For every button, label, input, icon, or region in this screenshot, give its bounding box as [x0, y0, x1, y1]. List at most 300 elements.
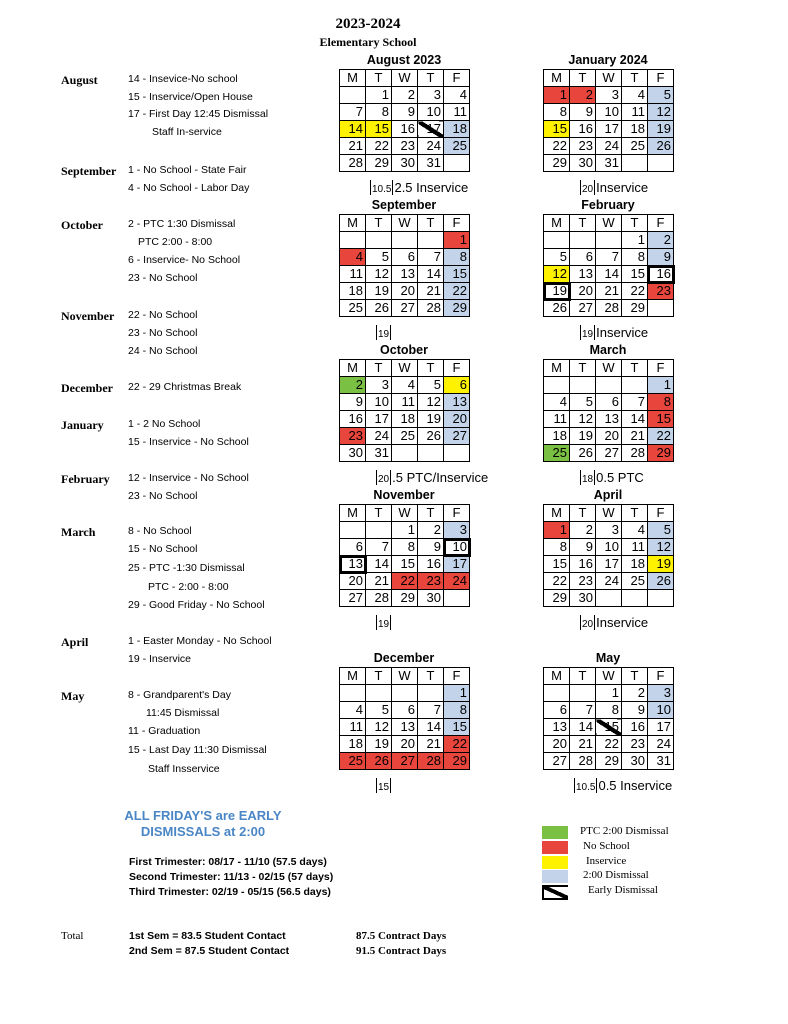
day-cell: 5 — [648, 87, 674, 104]
empty-day-cell — [366, 522, 392, 539]
day-cell: 29 — [544, 155, 570, 172]
day-cell: 16 — [418, 556, 444, 573]
total-label: Total — [61, 930, 84, 942]
weekday-header: M — [544, 215, 570, 232]
event-month-march: March — [61, 525, 96, 539]
legend-label: PTC 2:00 Dismissal — [580, 825, 669, 837]
event-month-november: November — [61, 309, 115, 323]
divider — [390, 325, 391, 340]
divider — [580, 470, 581, 485]
day-cell: 29 — [622, 300, 648, 317]
day-cell: 19 — [418, 411, 444, 428]
day-cell: 17 — [648, 719, 674, 736]
event-item: 19 - Inservice — [128, 653, 192, 665]
empty-day-cell — [366, 232, 392, 249]
event-month-april: April — [61, 635, 89, 649]
divider — [594, 325, 595, 340]
event-month-january: January — [61, 418, 104, 432]
day-cell: 27 — [596, 445, 622, 462]
day-cell: 30 — [622, 753, 648, 770]
day-cell: 5 — [366, 249, 392, 266]
weekday-header: W — [392, 505, 418, 522]
day-cell: 12 — [366, 266, 392, 283]
day-cell: 9 — [392, 104, 418, 121]
day-cell: 7 — [418, 249, 444, 266]
day-cell: 1 — [648, 377, 674, 394]
empty-day-cell — [340, 685, 366, 702]
day-cell: 31 — [366, 445, 392, 462]
day-cell: 15 — [392, 556, 418, 573]
day-cell: 22 — [444, 736, 470, 753]
day-cell: 3 — [444, 522, 470, 539]
day-cell: 6 — [340, 539, 366, 556]
event-item: 8 - No School — [128, 525, 192, 537]
sem1-contract-days: 87.5 Contract Days — [356, 930, 447, 942]
day-cell: 2 — [570, 522, 596, 539]
day-cell: 4 — [622, 522, 648, 539]
calendar-april — [543, 504, 674, 607]
day-cell: 17 — [418, 121, 444, 138]
day-cell: 14 — [340, 121, 366, 138]
legend-label: Early Dismissal — [588, 884, 658, 896]
day-cell: 5 — [648, 522, 674, 539]
day-cell: 20 — [392, 736, 418, 753]
day-cell: 21 — [340, 138, 366, 155]
empty-day-cell — [444, 590, 470, 607]
weekday-header: M — [340, 360, 366, 377]
weekday-header: F — [444, 360, 470, 377]
event-item: 15 - No School — [128, 543, 198, 555]
day-cell: 11 — [544, 411, 570, 428]
weekday-header: M — [544, 668, 570, 685]
day-cell: 18 — [444, 121, 470, 138]
day-cell: 8 — [444, 702, 470, 719]
weekday-header: M — [544, 505, 570, 522]
calendar-title-august-2023: August 2023 — [366, 53, 442, 67]
calendar-day-count — [579, 179, 648, 197]
empty-day-cell — [596, 232, 622, 249]
empty-day-cell — [648, 300, 674, 317]
day-count-note: Inservice — [596, 180, 649, 195]
divider — [594, 615, 595, 630]
calendar-title-september: September — [371, 198, 437, 212]
day-cell: 7 — [340, 104, 366, 121]
event-month-october: October — [61, 218, 103, 232]
day-cell: 9 — [340, 394, 366, 411]
day-cell: 2 — [570, 87, 596, 104]
event-item: 29 - Good Friday - No School — [128, 599, 265, 611]
weekday-header: F — [444, 505, 470, 522]
day-cell: 1 — [544, 87, 570, 104]
day-cell: 14 — [418, 719, 444, 736]
day-cell: 5 — [366, 702, 392, 719]
divider — [376, 778, 377, 793]
day-cell: 14 — [418, 266, 444, 283]
day-cell: 9 — [622, 702, 648, 719]
divider — [390, 778, 391, 793]
day-cell: 6 — [544, 702, 570, 719]
day-cell: 12 — [366, 719, 392, 736]
day-cell: 4 — [340, 249, 366, 266]
day-cell: 18 — [544, 428, 570, 445]
day-cell: 21 — [596, 283, 622, 300]
event-item: 24 - No School — [128, 345, 198, 357]
weekday-header: T — [570, 215, 596, 232]
divider — [594, 470, 595, 485]
weekday-header: T — [366, 668, 392, 685]
trimester-1: First Trimester: 08/17 - 11/10 (57.5 days) — [129, 856, 327, 868]
day-cell: 19 — [570, 428, 596, 445]
calendar-title-january-2024: January 2024 — [568, 53, 648, 67]
day-cell: 27 — [340, 590, 366, 607]
divider — [370, 180, 371, 195]
day-cell: 1 — [544, 522, 570, 539]
day-cell: 23 — [648, 283, 674, 300]
weekday-header: W — [596, 668, 622, 685]
event-item: 1 - No School - State Fair — [128, 164, 247, 176]
day-cell: 25 — [544, 445, 570, 462]
day-cell: 29 — [648, 445, 674, 462]
day-cell: 8 — [444, 249, 470, 266]
empty-day-cell — [418, 445, 444, 462]
day-cell: 5 — [418, 377, 444, 394]
event-item: 15 - Last Day 11:30 Dismissal — [128, 744, 267, 756]
weekday-header: W — [392, 70, 418, 87]
day-count-number: 19 — [378, 619, 390, 630]
empty-day-cell — [648, 590, 674, 607]
day-cell: 18 — [340, 283, 366, 300]
weekday-header: F — [648, 215, 674, 232]
day-cell: 10 — [596, 539, 622, 556]
day-count-number: 10.5 — [372, 184, 392, 195]
day-cell: 22 — [392, 573, 418, 590]
calendar-year-title: 2023-2024 — [335, 16, 401, 32]
calendar-december — [339, 667, 470, 770]
day-cell: 17 — [596, 556, 622, 573]
day-cell: 26 — [418, 428, 444, 445]
day-count-number: 20 — [582, 184, 594, 195]
divider — [574, 778, 575, 793]
day-cell: 23 — [340, 428, 366, 445]
day-cell: 28 — [340, 155, 366, 172]
day-cell: 19 — [648, 121, 674, 138]
event-item: 23 - No School — [128, 490, 198, 502]
day-cell: 18 — [622, 556, 648, 573]
day-cell: 7 — [570, 702, 596, 719]
event-item: 11 - Graduation — [128, 725, 201, 737]
day-cell: 9 — [418, 539, 444, 556]
event-item: 22 - No School — [128, 309, 198, 321]
weekday-header: W — [392, 668, 418, 685]
day-cell: 16 — [340, 411, 366, 428]
day-cell: 26 — [648, 138, 674, 155]
sem1-student-contact: 1st Sem = 83.5 Student Contact — [129, 930, 286, 942]
weekday-header: W — [392, 360, 418, 377]
day-cell: 7 — [418, 702, 444, 719]
day-cell: 11 — [340, 719, 366, 736]
day-cell: 15 — [544, 121, 570, 138]
weekday-header: F — [648, 505, 674, 522]
weekday-header: T — [570, 360, 596, 377]
day-cell: 29 — [444, 753, 470, 770]
weekday-header: T — [418, 668, 444, 685]
day-cell: 28 — [418, 300, 444, 317]
empty-day-cell — [340, 87, 366, 104]
weekday-header: F — [444, 215, 470, 232]
day-cell: 13 — [340, 556, 366, 573]
day-cell: 15 — [366, 121, 392, 138]
calendar-title-march: March — [589, 343, 627, 357]
event-item: PTC - 2:00 - 8:00 — [148, 581, 229, 593]
event-month-may: May — [61, 689, 85, 703]
event-item: 15 - Inservice/Open House — [128, 91, 253, 103]
day-cell: 1 — [366, 87, 392, 104]
day-cell: 14 — [622, 411, 648, 428]
event-month-september: September — [61, 164, 117, 178]
day-cell: 8 — [544, 539, 570, 556]
event-item: 12 - Inservice - No School — [128, 472, 249, 484]
weekday-header: T — [366, 70, 392, 87]
empty-day-cell — [570, 377, 596, 394]
weekday-header: T — [366, 360, 392, 377]
day-cell: 3 — [596, 522, 622, 539]
weekday-header: T — [622, 215, 648, 232]
divider — [390, 470, 391, 485]
day-cell: 3 — [648, 685, 674, 702]
sem2-contract-days: 91.5 Contract Days — [356, 945, 447, 957]
day-cell: 4 — [444, 87, 470, 104]
notice-line-2: DISMISSALS at 2:00 — [140, 824, 266, 839]
calendar-day-count — [375, 777, 392, 795]
empty-day-cell — [366, 685, 392, 702]
early-dismissal-notice — [118, 808, 288, 840]
day-cell: 12 — [648, 104, 674, 121]
calendar-march — [543, 359, 674, 462]
day-cell: 3 — [418, 87, 444, 104]
weekday-header: F — [648, 360, 674, 377]
day-cell: 25 — [622, 138, 648, 155]
day-cell: 19 — [544, 283, 570, 300]
event-month-december: December — [61, 381, 113, 395]
empty-day-cell — [340, 522, 366, 539]
event-item: 4 - No School - Labor Day — [128, 182, 250, 194]
calendar-may — [543, 667, 674, 770]
event-item: 22 - 29 Christmas Break — [128, 381, 242, 393]
empty-day-cell — [418, 232, 444, 249]
day-cell: 8 — [366, 104, 392, 121]
weekday-header: T — [622, 505, 648, 522]
empty-day-cell — [444, 155, 470, 172]
day-cell: 13 — [444, 394, 470, 411]
day-cell: 31 — [596, 155, 622, 172]
weekday-header: T — [366, 505, 392, 522]
event-item: 15 - Inservice - No School — [128, 436, 249, 448]
day-cell: 30 — [418, 590, 444, 607]
day-cell: 1 — [392, 522, 418, 539]
legend-swatch — [542, 885, 568, 900]
day-cell: 2 — [392, 87, 418, 104]
day-cell: 27 — [392, 753, 418, 770]
calendar-day-count — [573, 777, 672, 795]
day-cell: 16 — [570, 556, 596, 573]
day-cell: 25 — [622, 573, 648, 590]
weekday-header: W — [596, 70, 622, 87]
day-cell: 15 — [648, 411, 674, 428]
calendar-november — [339, 504, 470, 607]
day-cell: 29 — [392, 590, 418, 607]
calendar-title-october: October — [380, 343, 428, 357]
day-cell: 6 — [596, 394, 622, 411]
day-cell: 18 — [392, 411, 418, 428]
trimester-3: Third Trimester: 02/19 - 05/15 (56.5 days) — [129, 886, 331, 898]
day-cell: 21 — [366, 573, 392, 590]
day-cell: 18 — [622, 121, 648, 138]
day-cell: 6 — [444, 377, 470, 394]
day-count-note: 0.5 Inservice — [598, 778, 673, 793]
calendar-august-2023 — [339, 69, 470, 172]
day-cell: 24 — [444, 573, 470, 590]
weekday-header: W — [596, 360, 622, 377]
day-cell: 16 — [570, 121, 596, 138]
day-cell: 28 — [418, 753, 444, 770]
calendar-day-count — [579, 614, 648, 632]
event-item: 23 - No School — [128, 327, 198, 339]
day-cell: 27 — [570, 300, 596, 317]
day-cell: 31 — [418, 155, 444, 172]
day-cell: 6 — [392, 249, 418, 266]
day-cell: 2 — [418, 522, 444, 539]
divider — [580, 615, 581, 630]
calendar-february — [543, 214, 674, 317]
day-cell: 11 — [340, 266, 366, 283]
day-cell: 19 — [366, 283, 392, 300]
day-cell: 8 — [648, 394, 674, 411]
legend-label: No School — [583, 840, 630, 852]
empty-day-cell — [418, 685, 444, 702]
day-cell: 28 — [622, 445, 648, 462]
day-cell: 27 — [444, 428, 470, 445]
event-item: 25 - PTC -1:30 Dismissal — [128, 562, 245, 574]
day-cell: 13 — [596, 411, 622, 428]
event-month-february: February — [61, 472, 110, 486]
empty-day-cell — [622, 155, 648, 172]
weekday-header: W — [596, 215, 622, 232]
weekday-header: T — [622, 360, 648, 377]
day-cell: 12 — [418, 394, 444, 411]
day-cell: 30 — [570, 590, 596, 607]
event-item: Staff In-service — [152, 126, 222, 138]
divider — [594, 180, 595, 195]
event-item: 2 - PTC 1:30 Dismissal — [128, 218, 236, 230]
day-cell: 20 — [544, 736, 570, 753]
event-item: 11:45 Dismissal — [146, 707, 220, 719]
day-cell: 15 — [622, 266, 648, 283]
day-cell: 10 — [596, 104, 622, 121]
day-cell: 28 — [570, 753, 596, 770]
weekday-header: F — [648, 70, 674, 87]
day-cell: 10 — [366, 394, 392, 411]
trimester-2: Second Trimester: 11/13 - 02/15 (57 days) — [129, 871, 334, 883]
day-cell: 12 — [570, 411, 596, 428]
day-cell: 11 — [622, 539, 648, 556]
day-cell: 18 — [340, 736, 366, 753]
day-cell: 20 — [570, 283, 596, 300]
day-count-number: 19 — [582, 329, 594, 340]
weekday-header: M — [544, 70, 570, 87]
day-cell: 26 — [366, 300, 392, 317]
day-count-note: .5 PTC/Inservice — [392, 470, 489, 485]
empty-day-cell — [392, 685, 418, 702]
day-cell: 22 — [444, 283, 470, 300]
day-count-note: Inservice — [596, 325, 649, 340]
day-cell: 20 — [444, 411, 470, 428]
day-cell: 24 — [648, 736, 674, 753]
day-cell: 30 — [340, 445, 366, 462]
day-cell: 26 — [366, 753, 392, 770]
day-cell: 19 — [648, 556, 674, 573]
day-cell: 13 — [392, 266, 418, 283]
day-count-number: 20 — [582, 619, 594, 630]
weekday-header: T — [570, 70, 596, 87]
day-cell: 29 — [544, 590, 570, 607]
day-cell: 27 — [544, 753, 570, 770]
empty-day-cell — [570, 232, 596, 249]
event-month-august: August — [61, 73, 98, 87]
weekday-header: M — [340, 668, 366, 685]
empty-day-cell — [570, 685, 596, 702]
calendar-january-2024 — [543, 69, 674, 172]
day-cell: 15 — [444, 266, 470, 283]
day-cell: 13 — [570, 266, 596, 283]
day-cell: 24 — [596, 138, 622, 155]
weekday-header: T — [570, 505, 596, 522]
day-cell: 2 — [340, 377, 366, 394]
event-item: 14 - Insevice-No school — [128, 73, 238, 85]
day-cell: 15 — [544, 556, 570, 573]
day-cell: 16 — [648, 266, 674, 283]
weekday-header: M — [340, 70, 366, 87]
day-cell: 24 — [418, 138, 444, 155]
empty-day-cell — [622, 590, 648, 607]
day-cell: 22 — [366, 138, 392, 155]
day-cell: 1 — [622, 232, 648, 249]
day-cell: 22 — [544, 573, 570, 590]
day-cell: 6 — [392, 702, 418, 719]
day-cell: 20 — [340, 573, 366, 590]
calendar-day-count — [579, 324, 648, 342]
weekday-header: T — [570, 668, 596, 685]
empty-day-cell — [544, 685, 570, 702]
weekday-header: W — [392, 215, 418, 232]
calendar-title-december: December — [373, 651, 435, 665]
calendar-day-count — [579, 469, 644, 487]
day-cell: 1 — [444, 232, 470, 249]
legend-label: Inservice — [586, 855, 627, 867]
day-cell: 4 — [544, 394, 570, 411]
day-cell: 24 — [596, 573, 622, 590]
day-cell: 21 — [622, 428, 648, 445]
sem2-student-contact: 2nd Sem = 87.5 Student Contact — [129, 945, 290, 957]
day-cell: 1 — [444, 685, 470, 702]
divider — [390, 615, 391, 630]
day-cell: 25 — [340, 753, 366, 770]
day-cell: 29 — [596, 753, 622, 770]
event-item: 8 - Grandparent's Day — [128, 689, 231, 701]
weekday-header: F — [444, 70, 470, 87]
divider — [376, 325, 377, 340]
weekday-header: T — [622, 668, 648, 685]
day-cell: 8 — [596, 702, 622, 719]
